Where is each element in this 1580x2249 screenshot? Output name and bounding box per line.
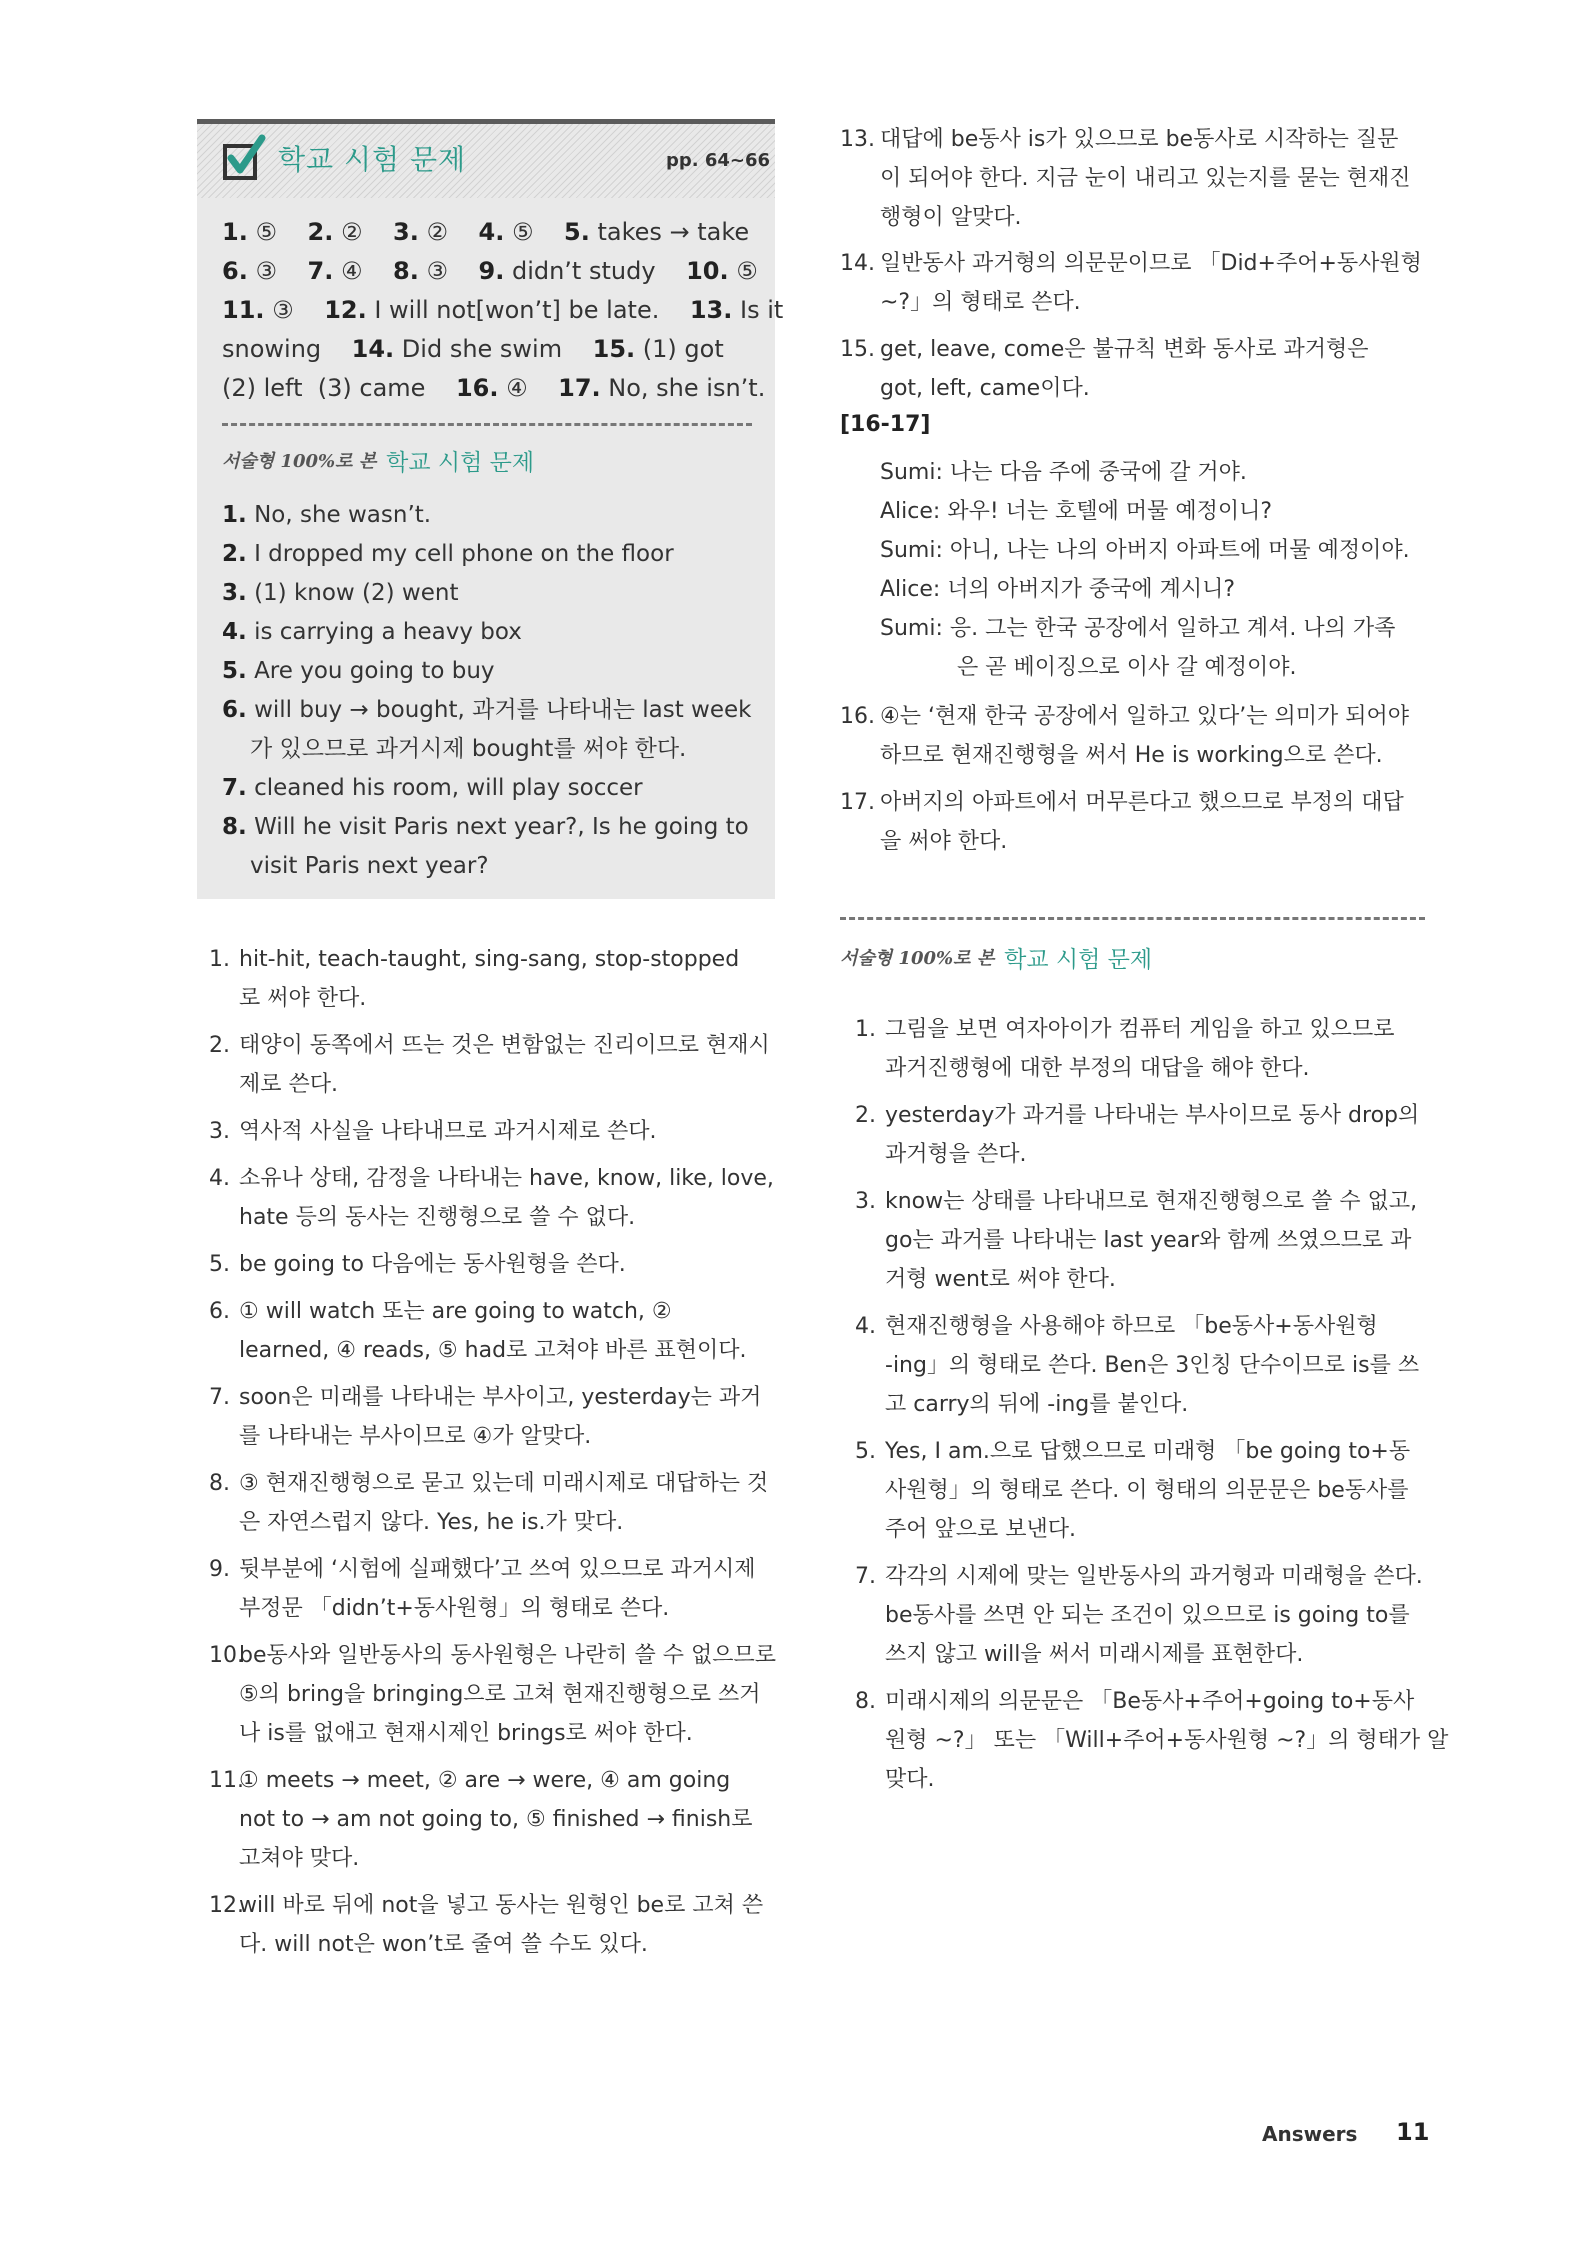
- answer-value: ③: [418, 257, 479, 285]
- explanation-line: 미래시제의 의문문은 「Be동사+주어+going to+동사: [885, 1689, 1415, 1714]
- explanation-line: ⑤의 bring을 bringing으로 고쳐 현재진행형으로 쓰거: [239, 1682, 761, 1707]
- item-number: 2.: [222, 541, 247, 567]
- answer-value: Is it: [732, 296, 784, 324]
- answer-value: didn’t study: [504, 257, 687, 285]
- explanation-number: 14.: [840, 251, 875, 276]
- dialogue-line: [880, 570, 1235, 609]
- dialogue-text: 은 곧 베이징으로 이사 갈 예정이야.: [957, 655, 1297, 680]
- explanation-line: got, left, came이다.: [880, 376, 1090, 401]
- explanation-line: be동사를 쓰면 안 되는 조건이 있으므로 is going to를: [885, 1603, 1410, 1628]
- answer-line: [222, 257, 758, 285]
- dialogue-heading: [16-17]: [840, 412, 931, 437]
- answer-number: 6.: [222, 257, 248, 285]
- explanation-number: 5.: [855, 1439, 876, 1464]
- dialogue-text: 아니, 나는 나의 아버지 아파트에 머물 예정이야.: [949, 538, 1410, 563]
- explanation-line: 은 자연스럽지 않다. Yes, he is.가 맞다.: [239, 1510, 624, 1535]
- explanation-number: 17.: [840, 790, 875, 815]
- explanation-line: 과거진행형에 대한 부정의 대답을 해야 한다.: [885, 1056, 1310, 1081]
- item-number: 1.: [222, 502, 247, 528]
- answer-number: 10.: [686, 257, 729, 285]
- essay-answer-item: [222, 613, 762, 652]
- explanation-line: 쓰지 않고 will을 써서 미래시제를 표현한다.: [885, 1642, 1304, 1667]
- explanation-line: 일반동사 과거형의 의문문이므로 「Did+주어+동사원형: [880, 251, 1422, 276]
- explanation-line: 부정문 「didn’t+동사원형」의 형태로 쓴다.: [239, 1596, 670, 1621]
- answer-box-top-rule: [197, 119, 775, 124]
- explanation-line: 고 carry의 뒤에 -ing를 붙인다.: [885, 1392, 1189, 1417]
- explanation-line: soon은 미래를 나타내는 부사이고, yesterday는 과거: [239, 1385, 762, 1410]
- explanation-line: 하므로 현재진행형을 써서 He is working으로 쓴다.: [880, 743, 1383, 768]
- explanation-number: 4.: [209, 1166, 230, 1191]
- explanation-line: 역사적 사실을 나타내므로 과거시제로 쓴다.: [239, 1119, 657, 1144]
- item-text: is carrying a heavy box: [254, 619, 522, 645]
- explanation-line: 그림을 보면 여자아이가 컴퓨터 게임을 하고 있으므로: [885, 1017, 1395, 1042]
- explanation-line: will 바로 뒤에 not을 넣고 동사는 원형인 be로 고쳐 쓴: [239, 1893, 764, 1918]
- explanation-line: ① meets → meet, ② are → were, ④ am going: [239, 1768, 731, 1793]
- explanation-number: 1.: [855, 1017, 876, 1042]
- explanation-line: ① will watch 또는 are going to watch, ②: [239, 1299, 672, 1324]
- answer-number: 16.: [455, 374, 499, 402]
- item-number: 5.: [222, 658, 247, 684]
- answer-value: ⑤: [247, 218, 308, 246]
- explanation-line: hit-hit, teach-taught, sing-sang, stop-stopped: [239, 947, 740, 972]
- explanation-number: 13.: [840, 127, 875, 152]
- dialogue-text: 나는 다음 주에 중국에 갈 거야.: [949, 460, 1247, 485]
- explanation-line: 제로 쓴다.: [239, 1072, 338, 1097]
- answer-value: takes → take: [589, 218, 750, 246]
- answer-value: No, she isn’t.: [600, 374, 766, 402]
- answer-value: (2) left (3) came: [222, 374, 456, 402]
- item-text: will buy → bought, 과거를 나타내는 last week 가 있으므로 과거시제 bought를 써야 한다.: [250, 697, 752, 762]
- explanation-line: get, leave, come은 불규칙 변화 동사로 과거형은: [880, 337, 1369, 362]
- explanation-number: 8.: [209, 1471, 230, 1496]
- page-number: 11: [1396, 2118, 1430, 2146]
- item-text: Will he visit Paris next year?, Is he going to visit Paris next year?: [250, 814, 749, 879]
- answer-number: 13.: [689, 296, 733, 324]
- item-text: cleaned his room, will play soccer: [254, 775, 643, 801]
- answer-number: 7.: [307, 257, 334, 285]
- explanation-number: 7.: [855, 1564, 876, 1589]
- explanation-number: 6.: [209, 1299, 230, 1324]
- answer-value: (1) got: [635, 335, 724, 363]
- explanation-number: 10.: [209, 1643, 244, 1668]
- explanation-number: 1.: [209, 947, 230, 972]
- answer-value: ②: [333, 218, 393, 246]
- answer-value: ③: [247, 257, 308, 285]
- explanation-number: 15.: [840, 337, 875, 362]
- page-range: pp. 64~66: [666, 150, 771, 171]
- explanation-line: know는 상태를 나타내므로 현재진행형으로 쓸 수 없고,: [885, 1189, 1418, 1214]
- footer-label: Answers: [1262, 2122, 1358, 2146]
- item-number: 7.: [222, 775, 247, 801]
- explanation-number: 7.: [209, 1385, 230, 1410]
- checkbox-check-icon: [222, 134, 266, 182]
- essay-answer-item: [222, 496, 762, 535]
- explanation-number: 2.: [855, 1103, 876, 1128]
- item-number: 3.: [222, 580, 247, 606]
- answer-number: 9.: [478, 257, 505, 285]
- essay-section-title-right: 학교 시험 문제: [1004, 946, 1153, 973]
- explanation-line: 다. will not은 won’t로 줄여 쓸 수도 있다.: [239, 1932, 648, 1957]
- essay-answer-list: [222, 496, 762, 886]
- answer-value: I will not[won’t] be late.: [366, 296, 690, 324]
- explanation-line: 거형 went로 써야 한다.: [885, 1267, 1116, 1292]
- dashed-divider-right: [840, 917, 1425, 920]
- explanation-line: 이 되어야 한다. 지금 눈이 내리고 있는지를 묻는 현재진: [880, 166, 1411, 191]
- answer-number: 15.: [592, 335, 636, 363]
- item-text: No, she wasn’t.: [254, 502, 432, 528]
- answer-value: ②: [418, 218, 479, 246]
- item-text: Are you going to buy: [254, 658, 495, 684]
- dashed-divider: [222, 423, 752, 426]
- speaker-name: Sumi:: [880, 460, 943, 485]
- item-text: (1) know (2) went: [254, 580, 459, 606]
- explanation-line: 나 is를 없애고 현재시제인 brings로 써야 한다.: [239, 1721, 693, 1746]
- dialogue-line: [880, 492, 1272, 531]
- explanation-line: 고쳐야 맞다.: [239, 1846, 360, 1871]
- explanation-line: 맞다.: [885, 1767, 935, 1792]
- explanation-line: -ing」의 형태로 쓴다. Ben은 3인칭 단수이므로 is를 쓰: [885, 1353, 1420, 1378]
- answer-value: ⑤: [504, 218, 564, 246]
- explanation-line: 과거형을 쓴다.: [885, 1142, 1027, 1167]
- explanation-number: 8.: [855, 1689, 876, 1714]
- item-number: 4.: [222, 619, 247, 645]
- essay-badge-right: [840, 941, 1152, 973]
- dialogue-text: 응. 그는 한국 공장에서 일하고 계셔. 나의 가족: [949, 616, 1396, 641]
- explanation-line: 원형 ~?」 또는 「Will+주어+동사원형 ~?」의 형태가 알: [885, 1728, 1449, 1753]
- answer-number: 2.: [307, 218, 334, 246]
- essay-badge-text: 서술형 100%로 본: [222, 451, 377, 472]
- explanation-line: 각각의 시제에 맞는 일반동사의 과거형과 미래형을 쓴다.: [885, 1564, 1423, 1589]
- speaker-name: Sumi:: [880, 616, 943, 641]
- essay-answer-item: [222, 652, 762, 691]
- explanation-number: 11.: [209, 1768, 244, 1793]
- dialogue-text: 와우! 너는 호텔에 머물 예정이니?: [947, 499, 1273, 524]
- answer-number: 1.: [222, 218, 248, 246]
- explanation-line: 를 나타내는 부사이므로 ④가 알맞다.: [239, 1424, 592, 1449]
- dialogue-line: [880, 453, 1247, 492]
- essay-answer-item: [222, 535, 762, 574]
- explanation-line: learned, ④ reads, ⑤ had로 고쳐야 바른 표현이다.: [239, 1338, 747, 1363]
- explanation-line: be동사와 일반동사의 동사원형은 나란히 쓸 수 없으므로: [239, 1643, 777, 1668]
- explanation-line: ③ 현재진행형으로 묻고 있는데 미래시제로 대답하는 것: [239, 1471, 769, 1496]
- essay-section-title: 학교 시험 문제: [386, 449, 535, 476]
- speaker-name: Alice:: [880, 577, 941, 602]
- dialogue-text: 너의 아버지가 중국에 계시니?: [947, 577, 1236, 602]
- explanation-number: 3.: [855, 1189, 876, 1214]
- explanation-line: 을 써야 한다.: [880, 829, 1008, 854]
- answer-number: 3.: [393, 218, 419, 246]
- essay-answer-item: [222, 574, 762, 613]
- explanation-line: 주어 앞으로 보낸다.: [885, 1517, 1076, 1542]
- explanation-line: yesterday가 과거를 나타내는 부사이므로 동사 drop의: [885, 1103, 1420, 1128]
- explanation-line: 대답에 be동사 is가 있으므로 be동사로 시작하는 질문: [880, 127, 1399, 152]
- explanation-line: 사원형」의 형태로 쓴다. 이 형태의 의문문은 be동사를: [885, 1478, 1409, 1503]
- answer-line: [222, 374, 765, 402]
- speaker-name: Alice:: [880, 499, 941, 524]
- answer-value: ⑤: [728, 257, 758, 285]
- explanation-line: 아버지의 아파트에서 머무른다고 했으므로 부정의 대답: [880, 790, 1404, 815]
- answer-line: [222, 335, 724, 363]
- explanation-line: be going to 다음에는 동사원형을 쓴다.: [239, 1252, 626, 1277]
- essay-answer-item: [222, 808, 762, 886]
- explanation-line: ④는 ‘현재 한국 공장에서 일하고 있다’는 의미가 되어야: [880, 704, 1409, 729]
- answer-line: [222, 296, 783, 324]
- explanation-number: 9.: [209, 1557, 230, 1582]
- answer-number: 17.: [558, 374, 601, 402]
- explanation-number: 12.: [209, 1893, 244, 1918]
- explanation-number: 3.: [209, 1119, 230, 1144]
- answer-value: ④: [333, 257, 393, 285]
- dialogue-line: [957, 648, 1297, 687]
- answer-value: Did she swim: [394, 335, 593, 363]
- explanation-number: 2.: [209, 1033, 230, 1058]
- section-title: 학교 시험 문제: [278, 143, 467, 176]
- answer-line: [222, 218, 749, 246]
- answer-value: ③: [264, 296, 325, 324]
- explanation-line: 로 써야 한다.: [239, 986, 367, 1011]
- item-number: 8.: [222, 814, 247, 840]
- explanation-line: 현재진행형을 사용해야 하므로 「be동사+동사원형: [885, 1314, 1378, 1339]
- answer-value: ④: [498, 374, 559, 402]
- essay-badge: [222, 444, 534, 476]
- explanation-line: ~?」의 형태로 쓴다.: [880, 290, 1081, 315]
- item-number: 6.: [222, 697, 247, 723]
- essay-badge-text-right: 서술형 100%로 본: [840, 948, 995, 969]
- explanation-line: 소유나 상태, 감정을 나타내는 have, know, like, love,: [239, 1166, 774, 1191]
- answer-number: 14.: [351, 335, 395, 363]
- explanation-line: 행형이 알맞다.: [880, 205, 1022, 230]
- explanation-line: 태양이 동쪽에서 뜨는 것은 변함없는 진리이므로 현재시: [239, 1033, 770, 1058]
- answer-number: 4.: [478, 218, 505, 246]
- explanation-number: 16.: [840, 704, 875, 729]
- dialogue-line: [880, 609, 1395, 648]
- answer-number: 8.: [393, 257, 419, 285]
- item-text: I dropped my cell phone on the floor: [254, 541, 674, 567]
- dialogue-line: [880, 531, 1410, 570]
- essay-answer-item: [222, 691, 762, 769]
- answer-number: 5.: [564, 218, 590, 246]
- explanation-line: Yes, I am.으로 답했으므로 미래형 「be going to+동: [885, 1439, 1411, 1464]
- essay-answer-item: [222, 769, 762, 808]
- speaker-name: Sumi:: [880, 538, 943, 563]
- answer-value: snowing: [222, 335, 352, 363]
- explanation-number: 4.: [855, 1314, 876, 1339]
- answer-number: 12.: [324, 296, 367, 324]
- answer-number: 11.: [222, 296, 265, 324]
- explanation-number: 5.: [209, 1252, 230, 1277]
- explanation-line: not to → am not going to, ⑤ finished → finish로: [239, 1807, 753, 1832]
- explanation-line: 뒷부분에 ‘시험에 실패했다’고 쓰여 있으므로 과거시제: [239, 1557, 756, 1582]
- explanation-line: go는 과거를 나타내는 last year와 함께 쓰였으므로 과: [885, 1228, 1412, 1253]
- explanation-line: hate 등의 동사는 진행형으로 쓸 수 없다.: [239, 1205, 636, 1230]
